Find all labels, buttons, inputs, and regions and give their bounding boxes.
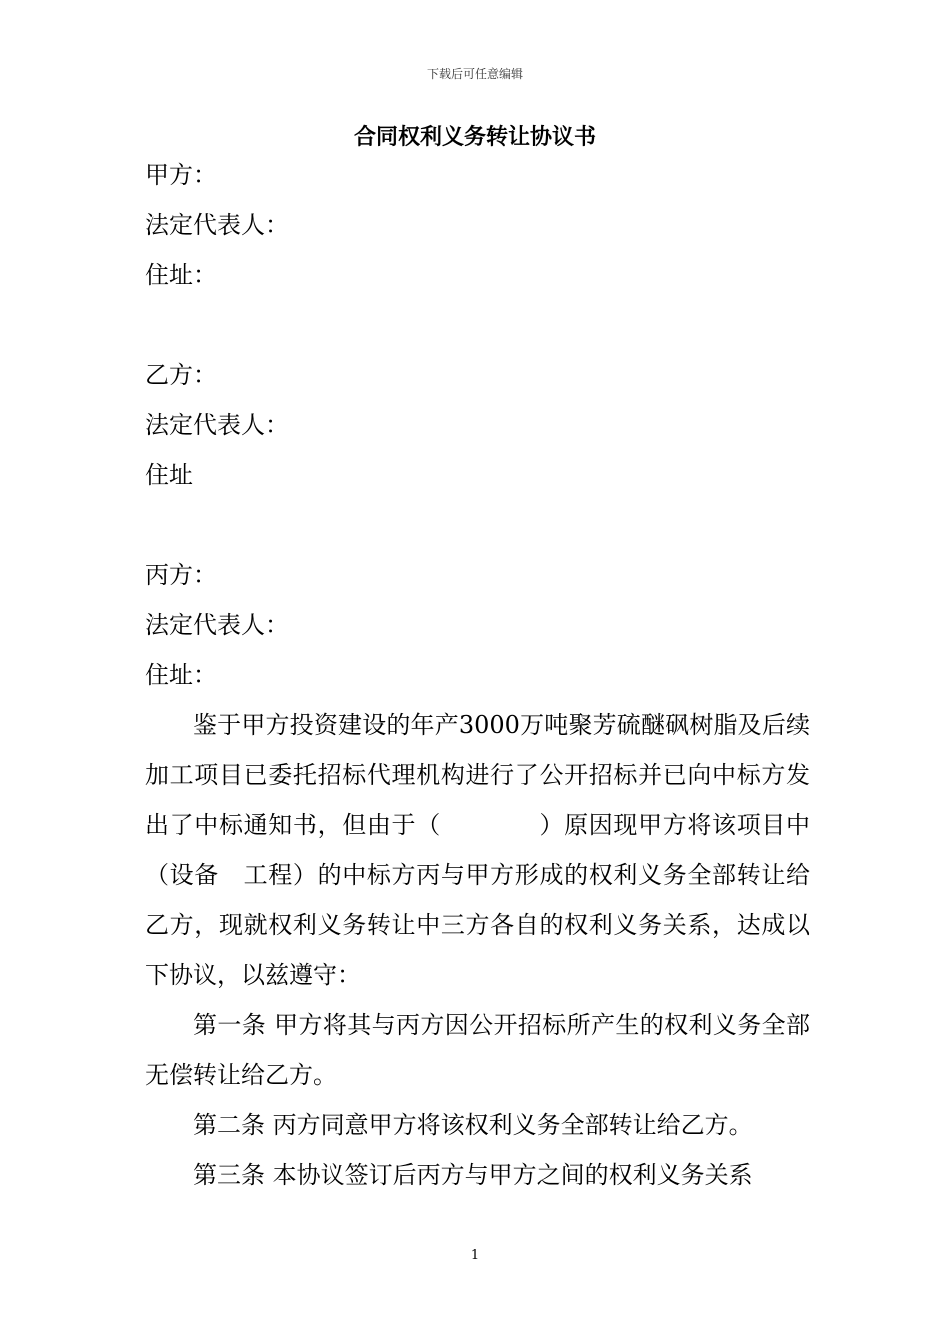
- article-3: 第三条 本协议签订后丙方与甲方之间的权利义务关系: [193, 1161, 753, 1189]
- page-header-note: 下载后可任意编辑: [426, 67, 523, 81]
- article-2: 第二条 丙方同意甲方将该权利义务全部转让给乙方。: [193, 1111, 753, 1139]
- party-a-address: 住址：: [145, 261, 217, 289]
- spacer: [145, 300, 810, 350]
- spacer: [145, 500, 810, 550]
- party-b-representative: 法定代表人：: [145, 411, 289, 439]
- party-c-label: 丙方：: [145, 561, 217, 589]
- party-a-representative: 法定代表人：: [145, 211, 289, 239]
- party-b-address: 住址: [145, 461, 193, 489]
- preamble-paragraph: 鉴于甲方投资建设的年产3000万吨聚芳硫醚砜树脂及后续加工项目已委托招标代理机构进行了公开招标并已向中标方发出了中标通知书，但由于（ ）原因现甲方将该项目中（设备 工程）的中标方丙与甲方形成的权利义务全部转让给乙方，现就权利义务转让中三方各自的权利义务关系，达成以下协议，以兹遵守：: [145, 711, 810, 989]
- party-c-address: 住址：: [145, 661, 217, 689]
- party-a-label: 甲方：: [145, 161, 217, 189]
- party-c-representative: 法定代表人：: [145, 611, 289, 639]
- article-1: 第一条 甲方将其与丙方因公开招标所产生的权利义务全部无偿转让给乙方。: [145, 1011, 810, 1089]
- document-title: 合同权利义务转让协议书: [353, 124, 596, 150]
- document-body: [145, 150, 810, 1200]
- party-b-label: 乙方：: [145, 361, 217, 389]
- page-number: 1: [470, 1248, 480, 1263]
